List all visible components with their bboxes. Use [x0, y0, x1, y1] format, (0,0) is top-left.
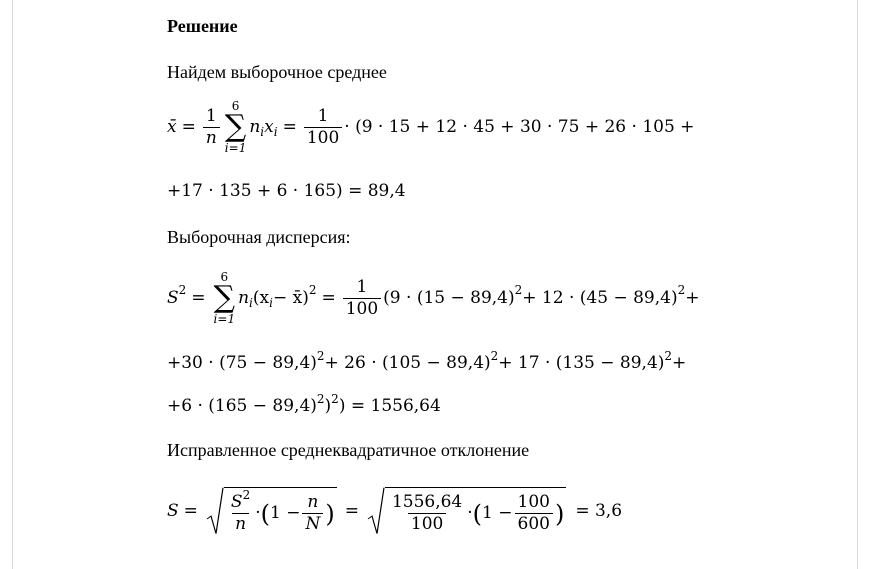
variance-formula-line2: +30 · (75 − 89,4) 2 + 26 · (105 − 89,4) 2 + 17 · (135 − 89,4) 2 + [167, 348, 687, 373]
sum-symbol: 6 ∑ i=1 [224, 99, 247, 155]
variance-formula-line3: +6 · (165 − 89,4) 2 ) 2 ) = 1556,64 [167, 391, 441, 416]
sqrt-1: $\frac{S^2}{n}$ · ( 1 − $\frac{n}{N}$ ) [206, 487, 337, 535]
variance-formula-line1: S 2 = 6 ∑ i=1 n i (x i − x̄) 2 = $\frac{1}{100}$ (9 · (15 − 89,4) 2 + 12 · (45 − 89,4) 2 + [167, 270, 700, 326]
std-formula: S = $\frac{S^2}{n}$ · ( 1 − $\frac{n}{N}$ ) = $\frac{1556,64}{100}$ · ( 1 − $\frac{100}{600}$ ) = 3,6 [167, 488, 623, 534]
fraction-1-over-100: $\frac{1}{100}$ [304, 108, 342, 147]
mean-formula-line2: +17 · 135 + 6 · 165) = 89,4 [167, 181, 406, 201]
mean-formula-line1: x̄ = $\frac{1}{n}$ 6 ∑ i=1 n i x i = $\frac{1}{100}$ · (9 · 15 + 12 · 45 + 30 · 75 + 26 · 105 + [167, 99, 695, 155]
mean-intro: Найдем выборочное среднее [167, 62, 387, 82]
sqrt-2: $\frac{1556,64}{100}$ · ( 1 − $\frac{100}{600}$ ) [367, 487, 566, 535]
sum-symbol: 6 ∑ i=1 [213, 270, 236, 326]
solution-heading: Решение [167, 16, 238, 36]
variance-intro: Выборочная дисперсия: [167, 227, 351, 247]
std-intro: Исправленное среднеквадратичное отклонение [167, 440, 530, 460]
fraction-1-over-n: $\frac{1}{n}$ [203, 108, 220, 147]
document-page [12, 0, 858, 569]
fraction-1-over-100: $\frac{1}{100}$ [343, 279, 381, 318]
